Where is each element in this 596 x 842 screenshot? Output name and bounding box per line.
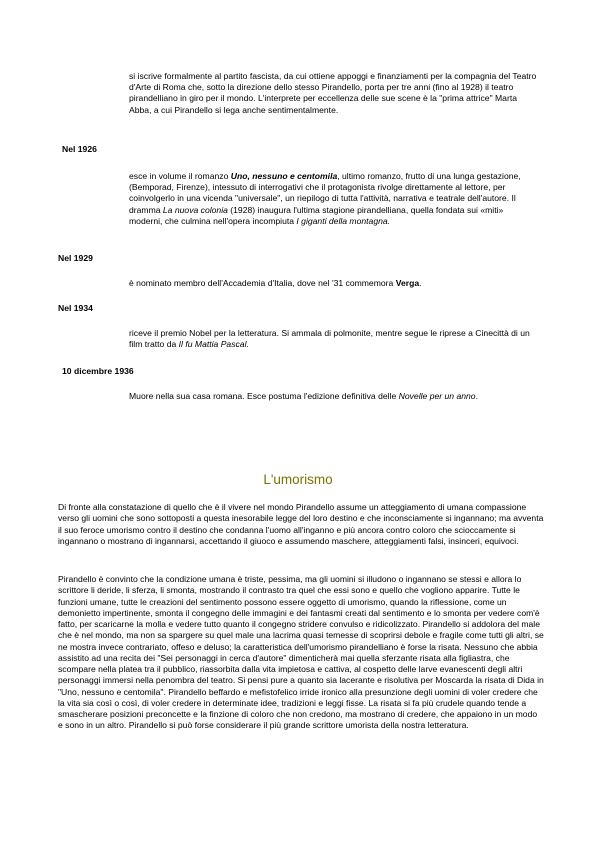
body-paragraph-2: Pirandello è convinto che la condizione umana è triste, pessima, ma gli uomini si illudono o ingannano se stessi e allora lo scrittore li deride, li sferza, li smonta, mostrando il contrasto tra quel che essi sono e quello che vogliono apparire. Tutte le funzioni umane, tutte le creazioni del sentimento possono essere oggetto di umorismo, quando la riflessione, come un demonietto impertinente, smonta il congegno delle immagini e dei fantasmi creati dal sentimento e lo smonta per vedere com'è fatto, per scaricarne la molla e vedere tutto quanto il congegno stridere convulso e ridicolizzato. Pirandello si addolora del male che è nel mondo, ma non sa spargere su quel male una lacrima quasi temesse di scoprirsi debole e fragile come tutti gli altri, se ne mostra invece contrariato, offeso e deluso; la caratteristica dell'umorismo pirandelliano è forse la risata. Nessuno che abbia assistito ad una recita dei "Sei personaggi in cerca d'autore" dimenticherà mai quella sferzante risata alla figliastra, che scompare nella platea tra il pubblico, riassorbita dalla vita impietosa e cattiva, al cospetto delle larve evanescenti degli altri personaggi immersi nella penombra del teatro. Si pensi pure a quanto sia lacerante e risolutiva per Moscarda la risata di Dida in "Uno, nessuno e centomila". Pirandello beffardo e mefistofelico irride ironico alla presunzione degli uomini di voler credere che la vita sia così o così, di voler credere in determinate idee, tradizioni e leggi fisse. La risata si fa più crudele quando tende a smascherare posizioni preconcette e la finzione di coloro che non credono, ma mostrano di credere, che appaiono in un modo e sono in un altro. Pirandello si può forse considerare il più grande scrittore umorista della nostra letteratura. xyxy=(58,574,544,731)
book-title-uno-nessuno: Uno, nessuno e centomila xyxy=(230,171,338,181)
author-name-verga: Verga xyxy=(395,278,420,288)
timeline-text: . xyxy=(475,391,478,401)
timeline-entry-1926 xyxy=(129,171,539,227)
timeline-text: Muore nella sua casa romana. Esce postuma l'edizione definitiva delle xyxy=(129,391,399,401)
timeline-text: . xyxy=(419,278,422,288)
timeline-text: riceve il premio Nobel per la letteratura. Si ammala di polmonite, mentre segue le riprese a Cinecittà di un film tratto da xyxy=(129,328,530,350)
timeline-date-1929: Nel 1929 xyxy=(58,253,93,263)
work-title-novelle: Novelle per un anno xyxy=(398,391,476,401)
timeline-entry-1925 xyxy=(129,71,539,116)
work-title-giganti: I giganti della montagna. xyxy=(296,215,391,226)
timeline-entry-1929 xyxy=(129,278,539,289)
book-title-fu-mattia-pascal: Il fu Mattia Pascal. xyxy=(178,339,249,350)
timeline-date-1936: 10 dicembre 1936 xyxy=(62,366,134,376)
timeline-text: , ultimo romanzo, frutto di una lunga gestazione, (Bemporad, Firenze), intessuto di interrogativi che il protagonista rivolge direttamente al lettore, per coinvolgerlo in una vicenda "universale", un riepilogo di tutta l'attività, narrativa e teatrale dell'autore. Il dramma xyxy=(129,171,521,215)
timeline-text: è nominato membro dell'Accademia d'Italia, dove nel '31 commemora xyxy=(129,278,396,288)
timeline-date-1934: Nel 1934 xyxy=(58,303,93,313)
drama-title-nuova-colonia: La nuova colonia xyxy=(162,204,228,215)
timeline-text: esce in volume il romanzo xyxy=(129,171,231,181)
section-title: L'umorismo xyxy=(263,472,333,487)
timeline-text: si iscrive formalmente al partito fascista, da cui ottiene appoggi e finanziamenti per la compagnia del Teatro d'Arte di Roma che, sotto la direzione dello stesso Pirandello, porta per tre anni (fino al 1928) il teatro pirandelliano in giro per il mondo. L'interprete per eccellenza delle sue scene è la "prima attrice" Marta Abba, a cui Pirandello si lega anche sentimentalmente. xyxy=(129,71,537,115)
timeline-date-1926: Nel 1926 xyxy=(62,144,97,154)
timeline-entry-1934 xyxy=(129,328,539,350)
body-paragraph-1: Di fronte alla constatazione di quello che è il vivere nel mondo Pirandello assume un atteggiamento di umana compassione verso gli uomini che sono sottoposti a questa inesorabile legge del loro destino e che inconsciamente si ingannano; ma avventa il suo feroce umorismo contro il destino che condanna l'uomo all'inganno e più ancora contro coloro che scioccamente si ingannano o mostrano di ingannarsi, accettando il giuoco e assumendo maschere, atteggiamenti falsi, insinceri, equivoci. xyxy=(58,502,544,546)
timeline-entry-1936 xyxy=(129,391,539,402)
timeline-text: (1928) inaugura l'ultima stagione pirandelliana, quella fondata sui «miti» moderni, che culmina nell'opera incompiuta xyxy=(129,204,504,226)
